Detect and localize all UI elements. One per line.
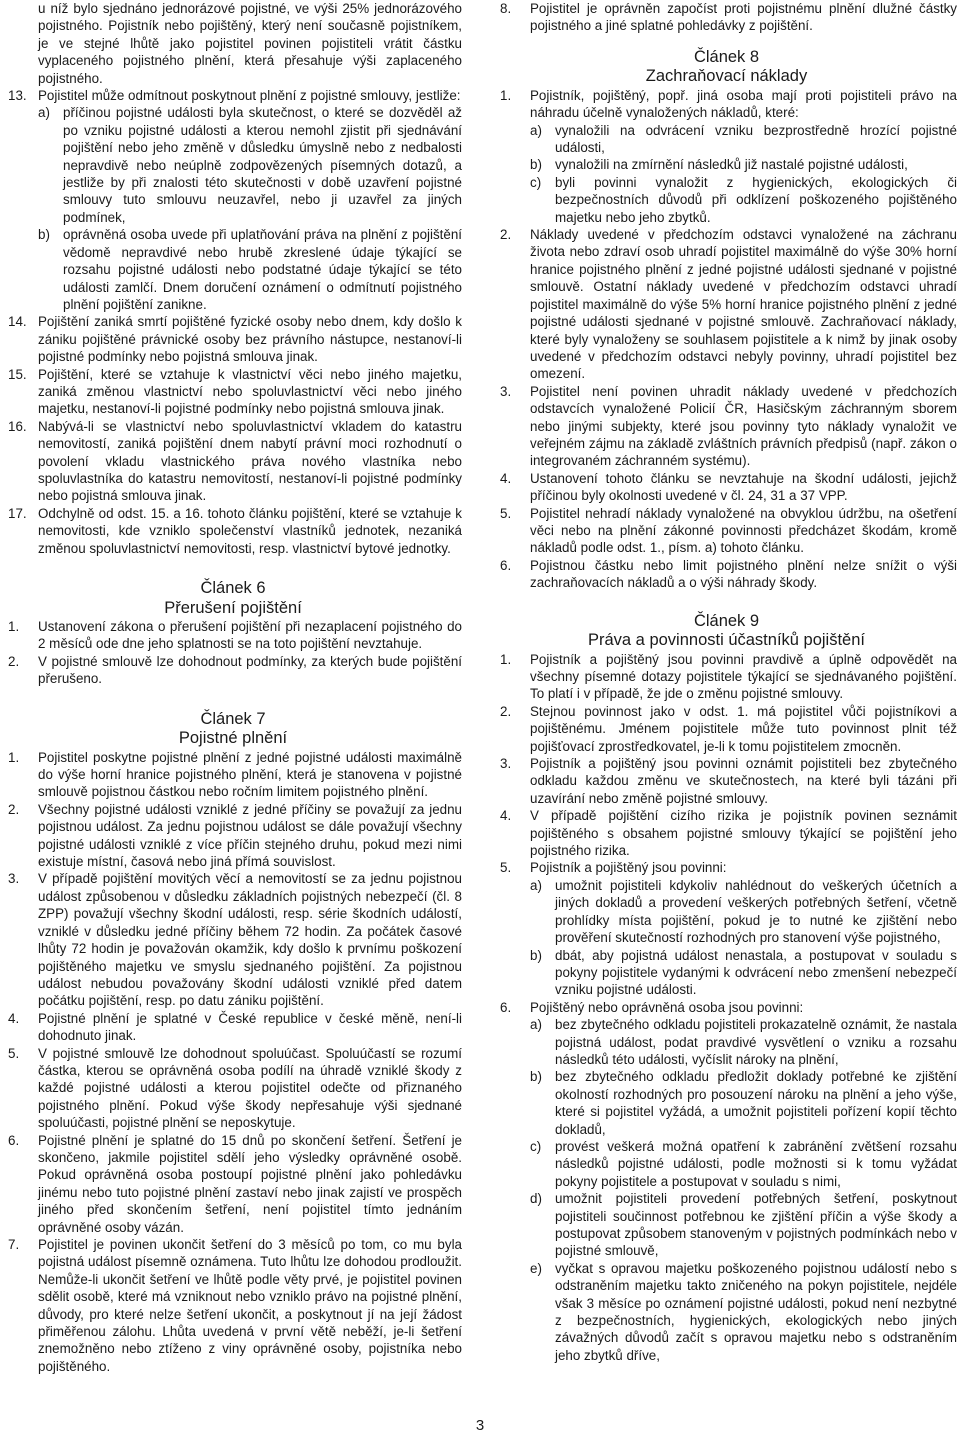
- sub-item: [496, 877, 957, 947]
- sub-item: [4, 226, 462, 313]
- sub-item-text: bez zbytečného odkladu předložit doklady potřebné ke zjištění okolností rozhodných pro posouzení nároku na plnění a jeho výše, které si pojistitel vyžádá, a umožnit pojistiteli pořízení kopií těchto dokladů,: [555, 1069, 957, 1137]
- article-7-heading: Článek 7: [200, 709, 266, 728]
- sub-item-text: dbát, aby pojistná událost nenastala, a postupovat v souladu s pokyny pojistitele vydanými k odvrácení nebo zmenšení nebezpečí vzniku pojistné události.: [555, 947, 957, 998]
- item-number: 3.: [500, 383, 512, 399]
- paragraph-item: [4, 87, 462, 104]
- sub-item-letter: a): [530, 122, 542, 138]
- paragraph-item: [496, 505, 957, 557]
- sub-item: [496, 1190, 957, 1260]
- sub-item-letter: e): [530, 1260, 542, 1276]
- paragraph-item: [496, 859, 957, 876]
- item-text: Ustanovení zákona o přerušení pojištění při nezaplacení pojistného do 2 měsíců ode dne jeho splatnosti se na toto pojištění nevztahuje.: [38, 619, 462, 652]
- item-number: 4.: [8, 1010, 20, 1026]
- paragraph-item: [4, 870, 462, 1009]
- left-column: [4, 0, 462, 1375]
- item-text: Ustanovení tohoto článku se nevztahuje na škodní události, jejichž příčinou byly okolnosti uvedené v čl. 24, 31 a 37 VPP.: [530, 470, 957, 504]
- item-text: Pojistník, pojištěný, popř. jiná osoba mají proti pojistiteli právo na náhradu účelně vynaložených nákladů, které:: [530, 87, 957, 121]
- item-text: Pojistník a pojištěný jsou povinni oznámit pojistiteli bez zbytečného odkladu každou změnu ve skutečnostech, na které byli tázáni při uzavírání nebo změně pojistné smlouvy.: [530, 756, 957, 806]
- item-text: Pojistnou částku nebo limit pojistného plnění nelze snížit o výši zachraňovacích nákladů a o výši náhrady škody.: [530, 557, 957, 591]
- item-number: 4.: [500, 470, 512, 486]
- item-number: 6.: [500, 999, 512, 1015]
- paragraph-item: [4, 1132, 462, 1236]
- item-text: Pojistné plnění je splatné v České republice v české měně, není-li dohodnuto jinak.: [38, 1010, 462, 1044]
- item-text: V případě pojištění cizího rizika je pojistník povinen seznámit pojištěného s obsahem pojistné smlouvy týkající se pojištění jeho pojistného rizika.: [530, 808, 957, 859]
- article-9-title: Práva a povinnosti účastníků pojištění: [588, 631, 865, 650]
- item-text: Pojištěný nebo oprávněná osoba jsou povinni:: [530, 999, 804, 1015]
- sub-item: [496, 156, 957, 173]
- item-number: 14.: [8, 314, 27, 330]
- item-text: Pojistník a pojištěný jsou povinni:: [530, 860, 727, 876]
- sub-item: [496, 174, 957, 226]
- paragraph-item: [496, 383, 957, 470]
- sub-item-letter: b): [38, 227, 50, 243]
- item-text: Stejnou povinnost jako v odst. 1. má pojistitel vůči pojistníkovi a pojištěnému. Jménem pojistitele může tuto povinnost plnit též pojišťovací zprostředkovatel, je-li k tomu pojistitelem zmocněn.: [530, 703, 957, 754]
- sub-item-text: příčinou pojistné události byla skutečnost, o které se dozvěděl až po vzniku pojistné události a kterou nemohl zjistit při sjednávání pojištění nebo jeho změně v důsledku úmyslně nebo z nedbalosti nepravdivě nebo neúplně zodpovězených písemných dotazů, a jestliže by při znalosti této skutečnosti v době uzavření pojistné smlouvy tuto smlouvu neuzavřel, nebo ji uzavřel za jiných podmínek,: [63, 105, 462, 225]
- paragraph-item: [4, 313, 462, 365]
- sub-item-letter: b): [530, 947, 542, 963]
- item-number: 3.: [500, 756, 512, 772]
- sub-item: [496, 1068, 957, 1138]
- item-number: 13.: [8, 88, 27, 104]
- article-9-heading: Článek 9: [693, 611, 760, 630]
- sub-item: [496, 1138, 957, 1190]
- paragraph-item: [4, 505, 462, 557]
- sub-item-letter: a): [38, 105, 50, 121]
- article-6-title: Přerušení pojištění: [164, 598, 302, 617]
- paragraph-item: [496, 807, 957, 859]
- item-number: 1.: [8, 749, 20, 765]
- item-text: V pojistné smlouvě lze dohodnout spoluúčast. Spoluúčastí se rozumí částka, kterou se oprávněná osoba podílí na úhradě vzniklé škody z každé pojistné události a kterou pojistitel odečte od přiznaného pojistného plnění. Pokud výše škody nepřesahuje výši sjednané spoluúčasti, pojistné plnění se neposkytuje.: [38, 1045, 462, 1131]
- paragraph-item: [4, 366, 462, 418]
- article-8-heading: Článek 8: [693, 47, 760, 66]
- item-text: Pojištění zaniká smrtí pojištěné fyzické osoby nebo dnem, kdy došlo k zániku pojištěné právnické osoby bez právního nástupce, nestanoví-li pojistné podmínky nebo pojistná smlouva jinak.: [38, 314, 462, 365]
- item-text: Náklady uvedené v předchozím odstavci vynaložené na záchranu života nebo zdraví osob uhradí pojistitel maximálně do výše 30% horní hranice pojistného plnění z jedné pojistné události sjednané v pojistné smlouvě. Ostatní náklady uvedené v předchozím odstavci uhradí pojistitel maximálně do výše 5% horní hranice pojistného plnění z jedné pojistné události sjednané v pojistné smlouvě. Zachraňovací náklady, které byly vynaloženy se souhlasem pojistitele a k nimž by jinak osoby uvedené v předchozím odstavci nebyly povinny, uhradí pojistitel bez omezení.: [530, 227, 957, 382]
- item-number: 4.: [500, 808, 512, 824]
- sub-item-letter: c): [530, 174, 542, 190]
- article-6-heading: Článek 6: [200, 579, 266, 597]
- item-text: V pojistné smlouvě lze dohodnout podmínky, za kterých bude pojištění přerušeno.: [38, 653, 462, 687]
- paragraph-item: [4, 801, 462, 871]
- sub-item-text: vynaložili na zmírnění následků již nastalé pojistné události,: [555, 157, 908, 173]
- item-number: 2.: [8, 801, 20, 817]
- paragraph-item: [496, 0, 957, 35]
- item-text: Nabývá-li se vlastnictví nebo spoluvlastnictví vkladem do katastru nemovitostí, zaniká pojištění dnem nabytí právní moci rozhodnutí o povolení vkladu vlastnického práva nového vlastníka nebo spoluvlastníka do katastru nemovitostí, nestanoví-li pojistné podmínky nebo pojistná smlouva jinak.: [38, 418, 462, 504]
- paragraph-item: [4, 653, 462, 688]
- sub-item-letter: b): [530, 1069, 542, 1085]
- item-number: 2.: [500, 703, 512, 719]
- sub-item: [496, 947, 957, 999]
- sub-item-letter: d): [530, 1191, 542, 1207]
- paragraph-item: [4, 1236, 462, 1375]
- item-text: Pojistitel může odmítnout poskytnout plnění z pojistné smlouvy, jestliže:: [38, 88, 461, 104]
- item-number: 1.: [8, 619, 20, 634]
- item-number: 5.: [500, 860, 512, 876]
- paragraph-item: [496, 755, 957, 807]
- article-8-title: Zachraňovací náklady: [645, 67, 808, 86]
- sub-item-text: vyčkat s opravou majetku poškozeného pojistnou událostí nebo s odstraněním majetku takto zničeného na pokyn pojistitele, nejdéle však 3 měsíce po oznámení pojistné události, pokud není nezbytné z bezpečnostních, hygienických, ekologických nebo jiných závažných důvodů začít s opravou majetku nebo s odstraněním jeho zbytků dříve,: [555, 1260, 957, 1363]
- item-number: 3.: [8, 871, 20, 887]
- sub-item-letter: a): [530, 877, 542, 893]
- item-number: 8.: [500, 1, 512, 16]
- item-number: 6.: [500, 557, 512, 573]
- item-number: 2.: [500, 227, 512, 243]
- item-text: Pojistitel je povinen ukončit šetření do 3 měsíců po tom, co mu byla pojistná událost písemně oznámena. Tuto lhůtu lze dohodou prodloužit. Nemůže-li ukončit šetření ve lhůtě podle věty prvé, je pojistitel povinen sdělit osobě, které má vzniknout nebo vzniklo právo na pojistné plnění, důvody, pro které nelze šetření ukončit, a poskytnout jí na její žádost přiměřenou zálohu. Lhůta uvedená v první větě neběží, je-li šetření znemožněno nebo ztíženo z viny oprávněné osoby, pojistníka nebo pojištěného.: [38, 1237, 462, 1374]
- item-number: 16.: [8, 418, 27, 434]
- sub-item: [496, 1260, 957, 1364]
- paragraph-item: [4, 418, 462, 505]
- sub-item-text: vynaložili na odvrácení vzniku bezprostředně hrozící pojistné události,: [555, 122, 957, 156]
- paragraph-item: [496, 703, 957, 755]
- paragraph-item: [496, 226, 957, 383]
- item-number: 7.: [8, 1237, 20, 1252]
- item-number: 6.: [8, 1132, 20, 1148]
- item-number: 17.: [8, 505, 27, 521]
- item-text: Pojistitel nehradí náklady vynaložené na obvyklou údržbu, na ošetření věci nebo na plnění zákonné povinnosti předcházet škodám, kromě nákladů podle odst. 1., písm. a) tohoto článku.: [530, 505, 957, 556]
- sub-item: [496, 1016, 957, 1068]
- sub-item-text: umožnit pojistiteli provedení potřebných šetření, poskytnout pojistiteli součinnost potřebnou ke zjištění příčin a výše škody a postupovat způsobem stanoveným v pojistných podmínkách nebo v pojistné smlouvě,: [555, 1191, 957, 1259]
- article-7-title: Pojistné plnění: [178, 729, 288, 748]
- item-text: Pojistitel poskytne pojistné plnění z jedné pojistné události maximálně do výše horní hranice pojistného plnění, která je stanovena v pojistné smlouvě pojistnou částkou nebo ročním limitem pojistného plnění.: [38, 749, 462, 800]
- item-number: 2.: [8, 653, 20, 669]
- sub-item: [4, 104, 462, 226]
- paragraph-item: [496, 651, 957, 703]
- paragraph-item: [496, 470, 957, 505]
- paragraph-item: [4, 618, 462, 653]
- sub-item-text: byli povinni vynaložit z hygienických, ekologických či bezpečnostních důvodů při odklízení poškozeného pojištěného majetku nebo jeho zbytků.: [555, 174, 957, 225]
- sub-item-letter: c): [530, 1138, 542, 1154]
- page-number: 3: [475, 1417, 485, 1434]
- right-column: [496, 0, 957, 1364]
- item-number: 5.: [8, 1045, 20, 1061]
- item-text: Pojistitel není povinen uhradit náklady uvedené v předchozích odstavcích vynaložené Policií ČR, Hasičským záchranným sborem nebo jinými subjekty, které jsou povinny tyto náklady vynaložit ve veřejném zájmu na základě zvláštních právních předpisů (např. zákon o integrovaném záchranném systému).: [530, 383, 957, 469]
- item-text: Všechny pojistné události vzniklé z jedné příčiny se považují za jednu pojistnou událost. Za jednu pojistnou událost se dále považují všechny pojistné události vzniklé z více příčin stejného druhu, pokud mezi nimi existuje místní, časová nebo jiná přímá souvislost.: [38, 801, 462, 870]
- sub-item-text: oprávněná osoba uvede při uplatňování práva na plnění z pojištění vědomě nepravdivé nebo hrubě zkreslené údaje týkající se rozsahu pojistné události nebo podstatné údaje týkající se této události zamlčí. Dnem doručení oznámení o odmítnutí pojistného plnění pojištění zanikne.: [63, 227, 462, 312]
- paragraph-item: [4, 1045, 462, 1132]
- sub-item-text: provést veškerá možná opatření k zabránění zvětšení rozsahu následků pojistné události, podle možnosti si k tomu vyžádat pokyny pojistitele a postupovat v souladu s nimi,: [555, 1138, 957, 1189]
- sub-item-letter: b): [530, 157, 542, 173]
- item-number: 5.: [500, 505, 512, 521]
- item-text: Pojistitel je oprávněn započíst proti pojistnému plnění dlužné částky pojistného a jiné splatné pohledávky z pojištění.: [530, 1, 957, 34]
- paragraph-item: [496, 999, 957, 1016]
- paragraph-item: [4, 749, 462, 801]
- sub-item-letter: a): [530, 1017, 542, 1033]
- item-number: 15.: [8, 366, 27, 382]
- paragraph-item: [4, 1010, 462, 1045]
- paragraph-item: [496, 87, 957, 122]
- item-text: Odchylně od odst. 15. a 16. tohoto článku pojištění, které se vztahuje k nemovitosti, kde vzniklo společenství vlastníků jednotek, nezaniká změnou spoluvlastnictví nemovitosti, resp. vlastnictví bytové jednotky.: [38, 505, 462, 556]
- item-number: 1.: [500, 651, 512, 667]
- paragraph-item: [496, 557, 957, 592]
- item-text: Pojištění, které se vztahuje k vlastnictví věci nebo jiného majetku, zaniká změnou vlastnictví nebo spoluvlastnictví věci nebo jiného majetku, nestanoví-li pojistné podmínky nebo pojistná smlouva jinak.: [38, 366, 462, 417]
- item-number: 1.: [500, 87, 512, 103]
- sub-item-text: bez zbytečného odkladu pojistiteli prokazatelně oznámit, že nastala pojistná událost, podat pravdivé vysvětlení o vzniku a rozsahu následků této události, vyčíslit nároky na plnění,: [555, 1017, 957, 1067]
- sub-item-text: umožnit pojistiteli kdykoliv nahlédnout do veškerých účetních a jiných dokladů a provedení veškerých potřebných šetření, včetně prohlídky místa pojištění, pokud je to nutné ke zjištění nebo prověření skutečností rozhodných pro stanovení výše pojistného,: [555, 877, 957, 946]
- item-text: V případě pojištění movitých věcí a nemovitostí se za jednu pojistnou událost způsobenou v důsledku základních pojistných nebezpečí (čl. 8 ZPP) považují všechny škodní události, resp. série škodních událostí, vzniklé v důsledku jedné příčiny během 72 hodin. Za počátek časové lhůty 72 hodin je považován okamžik, kdy došlo k prvnímu poškození pojištěného majetku ve smyslu sjednaného pojištění. Za pojistnou událost nebudou považovány škodní události vzniklé před datem počátku pojištění, resp. po datu zániku pojištění.: [38, 871, 462, 1009]
- sub-item: [496, 122, 957, 157]
- continued-paragraph: u níž bylo sjednáno jednorázové pojistné, ve výši 25% jednorázového pojistného. Pojistník nebo pojištěný, který není současně pojistníkem, je ve stejné lhůtě jako pojistitel povinen pojistiteli vrátit částku vyplaceného pojistného plnění, která přesahuje výši zaplaceného pojistného.: [38, 1, 462, 86]
- item-text: Pojistné plnění je splatné do 15 dnů po skončení šetření. Šetření je skončeno, jakmile pojistitel sdělí jeho výsledky oprávněné osobě. Pokud oprávněná osoba postoupí pojistné plnění jako pohledávku jinému nebo tuto pojistné plnění zastaví nebo jinak zajistí ve prospěch jiného před skončením šetření, není pojistitel tímto jednáním oprávněné osoby vázán.: [38, 1132, 462, 1235]
- item-text: Pojistník a pojištěný jsou povinni pravdivě a úplně odpovědět na všechny písemné dotazy pojistitele týkající se sjednávaného pojištění. To platí i v případě, že jde o změnu pojistné smlouvy.: [530, 651, 957, 702]
